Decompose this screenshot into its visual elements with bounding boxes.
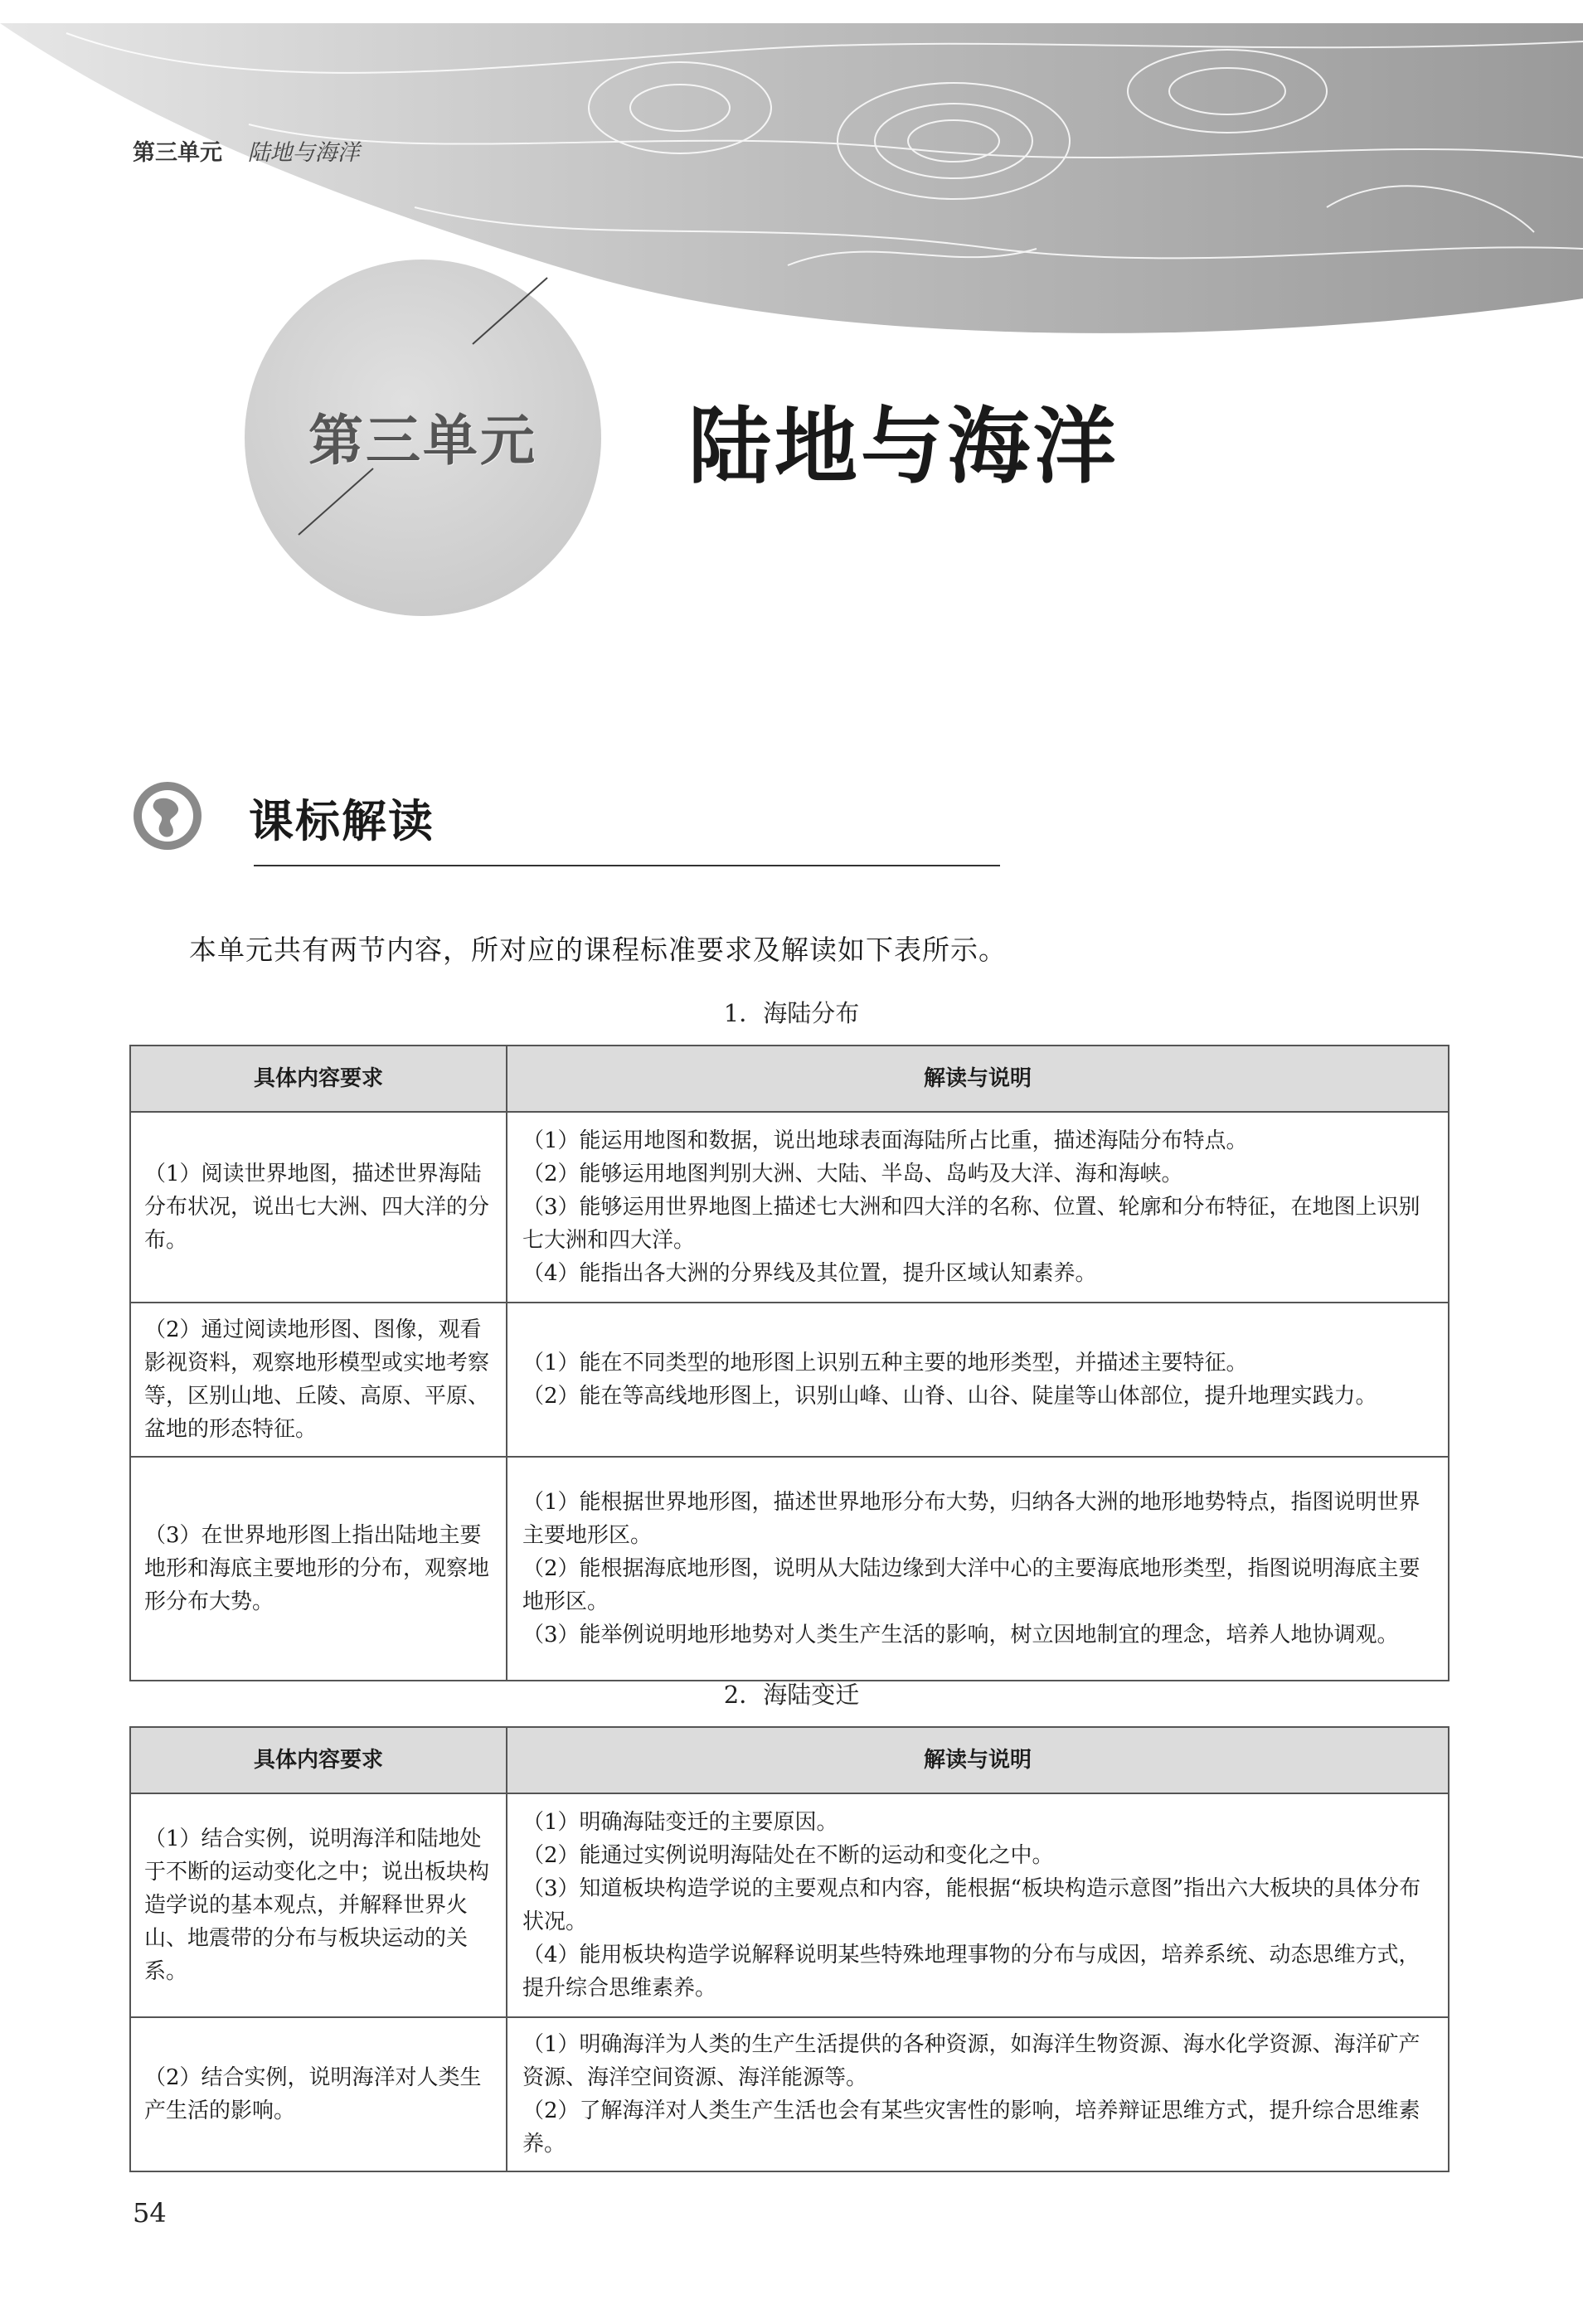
table-row	[130, 1793, 1449, 2017]
table-row	[130, 1112, 1449, 1303]
note-line: （3）能举例说明地形地势对人类生产生活的影响，树立因地制宜的理念，培养人地协调观。	[522, 1623, 1399, 1647]
note-line: （2）了解海洋对人类生产生活也会有某些灾害性的影响，培养辩证思维方式，提升综合思维素养。	[522, 2098, 1420, 2157]
notes-cell	[507, 1303, 1449, 1457]
note-line: （1）能运用地图和数据，说出地球表面海陆所占比重，描述海陆分布特点。	[522, 1128, 1248, 1153]
note-line: （4）能用板块构造学说解释说明某些特殊地理事物的分布与成因，培养系统、动态思维方式，提升综合思维素养。	[522, 1943, 1420, 2001]
note-line: （2）能根据海底地形图，说明从大陆边缘到大洋中心的主要海底地形类型，指图说明海底主要地形区。	[522, 1556, 1420, 1614]
note-line: （4）能指出各大洲的分界线及其位置，提升区域认知素养。	[522, 1261, 1097, 1286]
requirement-cell: （1）结合实例，说明海洋和陆地处于不断的运动变化之中；说出板块构造学说的基本观点，并解释世界火山、地震带的分布与板块运动的关系。	[130, 1793, 507, 2017]
table-row	[130, 1457, 1449, 1681]
table-row	[130, 1303, 1449, 1457]
column-header-requirement: 具体内容要求	[130, 1046, 507, 1112]
note-line: （1）能在不同类型的地形图上识别五种主要的地形类型，并描述主要特征。	[522, 1351, 1248, 1375]
table-header-row	[130, 1046, 1449, 1112]
intro-paragraph: 本单元共有两节内容，所对应的课程标准要求及解读如下表所示。	[189, 934, 1007, 966]
badge-slash-bottom-decoration	[290, 464, 381, 539]
page-number: 54	[133, 2197, 167, 2229]
badge-label: 第三单元	[308, 409, 537, 473]
section-divider	[254, 865, 1000, 866]
running-head-unit: 第三单元	[133, 140, 222, 166]
notes-cell	[507, 1457, 1449, 1681]
contour-banner-decoration	[0, 0, 1583, 357]
table-2-caption: 2．海陆变迁	[723, 1681, 860, 1709]
standards-table-2	[129, 1726, 1449, 2172]
globe-icon	[131, 779, 204, 852]
column-header-notes: 解读与说明	[507, 1727, 1449, 1793]
requirement-cell: （2）通过阅读地形图、图像，观看影视资料，观察地形模型或实地考察等，区别山地、丘陵、高原、平原、盆地的形态特征。	[130, 1303, 507, 1457]
notes-cell	[507, 1112, 1449, 1303]
running-head-topic: 陆地与海洋	[247, 140, 360, 166]
requirement-cell: （1）阅读世界地图，描述世界海陆分布状况，说出七大洲、四大洋的分布。	[130, 1112, 507, 1303]
badge-slash-top-decoration	[464, 274, 556, 348]
note-line: （3）能够运用世界地图上描述七大洲和四大洋的名称、位置、轮廓和分布特征，在地图上识别七大洲和四大洋。	[522, 1195, 1420, 1253]
section-title: 课标解读	[249, 795, 435, 847]
note-line: （1）明确海洋为人类的生产生活提供的各种资源，如海洋生物资源、海水化学资源、海洋矿产资源、海洋空间资源、海洋能源等。	[522, 2032, 1420, 2090]
notes-cell	[507, 1793, 1449, 2017]
unit-title: 陆地与海洋	[688, 398, 1119, 495]
table-row	[130, 2017, 1449, 2171]
requirement-cell: （3）在世界地形图上指出陆地主要地形和海底主要地形的分布，观察地形分布大势。	[130, 1457, 507, 1681]
note-line: （2）能通过实例说明海陆处在不断的运动和变化之中。	[522, 1843, 1054, 1868]
note-line: （1）明确海陆变迁的主要原因。	[522, 1810, 838, 1835]
table-header-row	[130, 1727, 1449, 1793]
note-line: （2）能在等高线地形图上，识别山峰、山脊、山谷、陡崖等山体部位，提升地理实践力。	[522, 1384, 1377, 1409]
table-1-caption: 1．海陆分布	[723, 999, 860, 1027]
running-head	[133, 134, 360, 167]
notes-cell	[507, 2017, 1449, 2171]
note-line: （2）能够运用地图判别大洲、大陆、半岛、岛屿及大洋、海和海峡。	[522, 1162, 1183, 1186]
column-header-requirement: 具体内容要求	[130, 1727, 507, 1793]
standards-table-1	[129, 1045, 1449, 1681]
note-line: （1）能根据世界地形图，描述世界地形分布大势，归纳各大洲的地形地势特点，指图说明世界主要地形区。	[522, 1490, 1420, 1548]
requirement-cell: （2）结合实例，说明海洋对人类生产生活的影响。	[130, 2017, 507, 2171]
column-header-notes: 解读与说明	[507, 1046, 1449, 1112]
note-line: （3）知道板块构造学说的主要观点和内容，能根据“板块构造示意图”指出六大板块的具体分布状况。	[522, 1876, 1421, 1934]
